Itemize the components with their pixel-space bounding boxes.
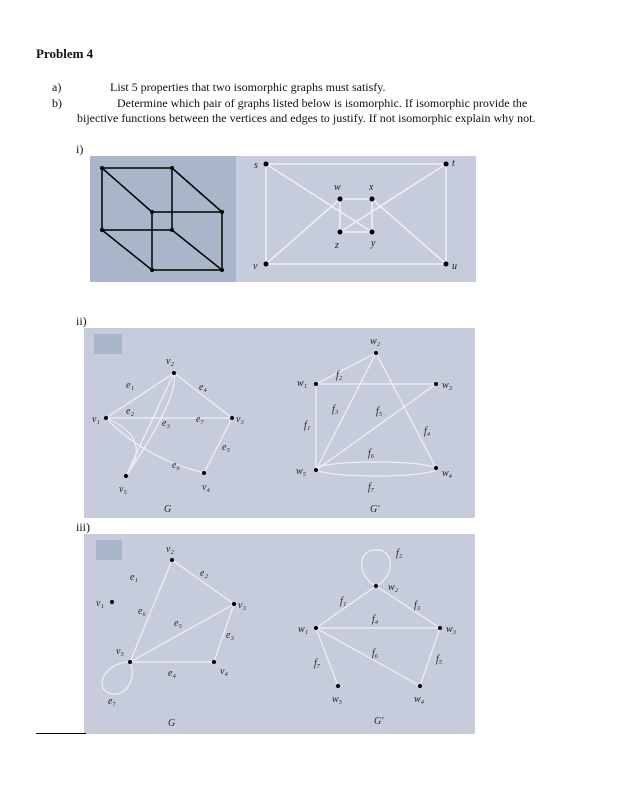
figure-iii-panel [84, 534, 475, 734]
part-b-text-line1: Determine which pair of graphs listed below is isomorphic. If isomorphic provide the [117, 96, 528, 110]
Gp-f4-label: f₄ [372, 614, 379, 625]
vertex-v-label: v [253, 261, 258, 272]
G-e4-label: e₄ [168, 668, 176, 679]
G-v1-label: v₁ [96, 598, 104, 609]
Gp-f3-label: f₃ [414, 600, 421, 611]
Gp-name-label: G' [374, 716, 384, 727]
G-v3-label: v₃ [236, 414, 244, 425]
vertex-z-label: z [335, 240, 339, 251]
thumbnail-square [94, 334, 122, 354]
figure-iii-label: iii) [76, 520, 90, 534]
Gp-w3-label: w₃ [446, 624, 457, 635]
part-b-text-line2: bijective functions between the vertices and edges to justify. If not isomorphic explain why not. [77, 111, 536, 125]
Gp-f6-label: f₆ [372, 648, 379, 659]
vertex-w-label: w [334, 182, 341, 193]
part-a-text: List 5 properties that two isomorphic graphs must satisfy. [110, 80, 386, 94]
figure-i-cube-panel [90, 156, 236, 282]
Gp-w2-label: w₂ [388, 582, 399, 593]
G-v4-label: v₄ [202, 482, 210, 493]
G-v3-label: v₃ [238, 600, 246, 611]
vertex-u-label: u [452, 261, 457, 272]
G-v5-label: v₅ [119, 484, 127, 495]
G-e5-label: e₅ [174, 618, 182, 629]
figure-ii-label: ii) [76, 314, 87, 328]
G-e1-label: e₁ [130, 572, 138, 583]
Gp-f1-label: f₁ [340, 596, 347, 607]
graphs-iii [84, 534, 475, 734]
part-a-label: a) [52, 80, 62, 94]
G-e3-label: e₃ [162, 418, 170, 429]
Gp-f2-label: f₂ [396, 548, 403, 559]
vertex-y-label: y [371, 238, 376, 249]
G-e3-label: e₃ [226, 630, 234, 641]
Gp-w5-label: w₅ [296, 466, 307, 477]
footer-divider [36, 733, 86, 734]
Gp-w3-label: w₃ [442, 380, 453, 391]
graphs-ii [84, 328, 475, 518]
problem-title: Problem 4 [36, 46, 94, 61]
G-e6-label: e₆ [172, 460, 180, 471]
Gp-f7-label: f₇ [368, 482, 375, 493]
Gp-w4-label: w₄ [442, 468, 453, 479]
Gp-f2-label: f₂ [336, 370, 343, 381]
Gp-w5-label: w₅ [332, 694, 343, 705]
part-b-label: b) [52, 96, 62, 110]
vertex-s-label: s [254, 160, 258, 171]
Gp-f1-label: f₁ [304, 420, 311, 431]
right-graph-i [236, 156, 476, 282]
Gp-w2-label: w₂ [370, 336, 381, 347]
G-v2-label: v₂ [166, 544, 174, 555]
Gp-f6-label: f₆ [368, 448, 375, 459]
G-v1-label: v₁ [92, 414, 100, 425]
thumbnail-square [96, 540, 122, 560]
G-name-label: G [164, 504, 172, 515]
G-name-label: G [168, 718, 176, 729]
Gp-f5-label: f₅ [436, 654, 443, 665]
G-e5-label: e₅ [222, 442, 230, 453]
G-e2-label: e₂ [126, 406, 134, 417]
G-e4-label: e₄ [199, 382, 207, 393]
figure-ii-panel [84, 328, 475, 518]
vertex-t-label: t [452, 158, 455, 169]
Gp-name-label: G' [370, 504, 380, 515]
G-e2-label: e₂ [200, 568, 208, 579]
G-e7-label: e₇ [196, 414, 204, 425]
vertex-x-label: x [369, 182, 374, 193]
cube-graph [90, 156, 236, 282]
Gp-f5-label: f₅ [376, 406, 383, 417]
figure-i-right-panel [236, 156, 476, 282]
Gp-w1-label: w₁ [298, 624, 309, 635]
Gp-f7-label: f₇ [314, 658, 321, 669]
G-e1-label: e₁ [126, 380, 134, 391]
Gp-w1-label: w₁ [297, 378, 308, 389]
Gp-f4-label: f₄ [424, 426, 431, 437]
G-v5-label: v₅ [116, 646, 124, 657]
figure-i-label: i) [76, 142, 84, 156]
G-e6-label: e₆ [138, 606, 146, 617]
Gp-f3-label: f₃ [332, 404, 339, 415]
G-v4-label: v₄ [220, 666, 228, 677]
G-e7-label: e₇ [108, 696, 116, 707]
G-v2-label: v₂ [166, 356, 174, 367]
Gp-w4-label: w₄ [414, 694, 425, 705]
